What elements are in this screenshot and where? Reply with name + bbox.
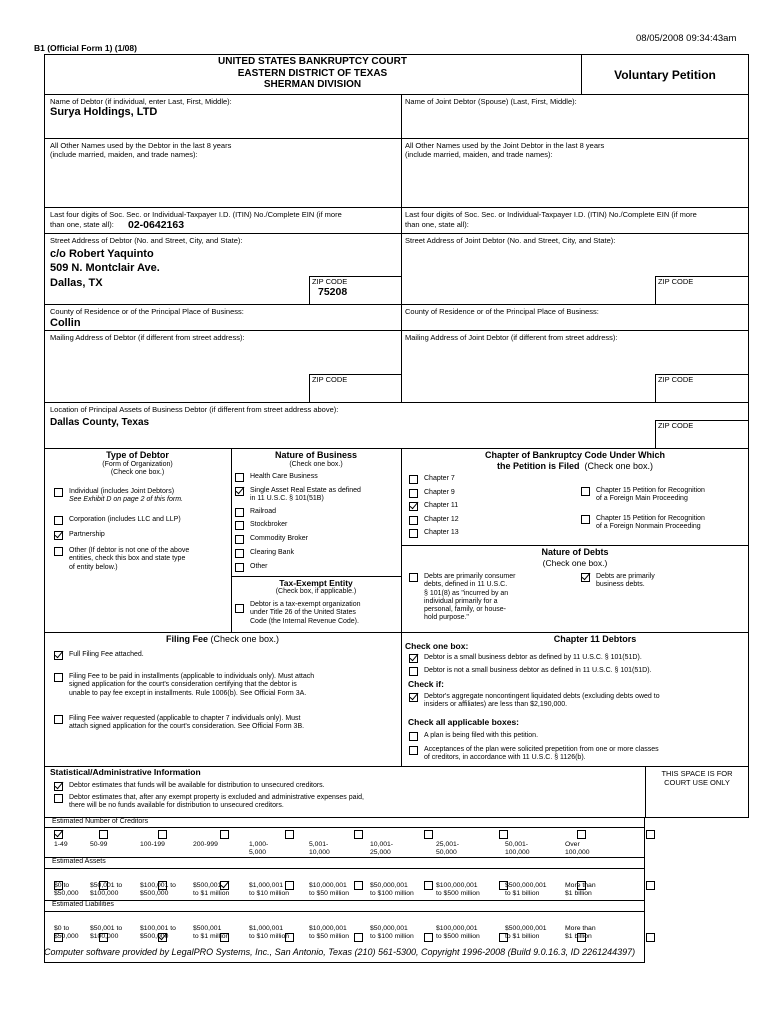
assets-option-label-3 bbox=[193, 882, 229, 898]
ch11-title: Chapter 11 Debtors bbox=[553, 634, 637, 644]
assets-option-line2-8: to $1 billion bbox=[505, 889, 540, 897]
liabilities-option-line1-1: $50,001 to bbox=[90, 925, 123, 932]
chapter-15-nonmain bbox=[581, 515, 705, 532]
stats-funds-available bbox=[54, 782, 325, 791]
joint-mailing-label: Mailing Address of Joint Debtor (if different from street address): bbox=[405, 333, 618, 342]
type-other-checkbox[interactable] bbox=[54, 547, 63, 556]
type-individual-checkbox[interactable] bbox=[54, 488, 63, 497]
ch11-acceptances-1: Acceptances of the plan were solicited prepetition from one or more classes bbox=[424, 746, 659, 753]
debtor-name: Surya Holdings, LTD bbox=[50, 106, 158, 118]
nature-of-business-title: Nature of Business bbox=[274, 450, 358, 460]
mailing-zip-box bbox=[309, 374, 401, 402]
assets-option-line1-7: $100,000,001 bbox=[436, 882, 478, 889]
nob-stockbroker-checkbox[interactable] bbox=[235, 521, 244, 530]
creditors-checkbox-5[interactable] bbox=[354, 830, 363, 839]
chapter-15-nonmain-label-1: Chapter 15 Petition for Recognition bbox=[596, 515, 705, 522]
nob-single-asset-checkbox[interactable] bbox=[235, 487, 244, 496]
assets-option-line2-9: $1 billion bbox=[565, 889, 592, 897]
assets-option-label-9 bbox=[565, 882, 596, 898]
ch11-check-all: Check all applicable boxes: bbox=[408, 717, 520, 727]
assets-label: Estimated Assets bbox=[52, 858, 106, 865]
ssn-label-2: than one, state all): bbox=[50, 220, 114, 229]
joint-street-label: Street Address of Joint Debtor (No. and Street, City, and State): bbox=[405, 236, 616, 245]
nob-clearing-bank-label: Clearing Bank bbox=[250, 549, 294, 556]
assets-option-line1-2: $100,001 to bbox=[140, 882, 176, 889]
county: Collin bbox=[50, 317, 81, 329]
assets-option-line1-8: $500,000,001 bbox=[505, 882, 547, 889]
other-names-label bbox=[50, 141, 231, 159]
liabilities-option-line2-1: $100,000 bbox=[90, 932, 119, 940]
street-label: Street Address of Debtor (No. and Street, City, and State): bbox=[50, 236, 243, 245]
joint-zip-box bbox=[655, 276, 749, 304]
chapter-title-2: the Petition is Filed bbox=[496, 460, 580, 471]
chapter-15-main-label-1: Chapter 15 Petition for Recognition bbox=[596, 487, 705, 494]
creditors-option-label-9 bbox=[565, 841, 590, 857]
tax-exempt-line-2: under Title 26 of the United States bbox=[250, 609, 356, 617]
ch11-small-checkbox[interactable] bbox=[409, 654, 418, 663]
form-id: B1 (Official Form 1) (1/08) bbox=[34, 43, 137, 53]
fee-installments-2: signed application for the court's consideration certifying that the debtor is bbox=[69, 681, 297, 689]
creditors-checkbox-4[interactable] bbox=[285, 830, 294, 839]
liabilities-option-line2-8: to $1 billion bbox=[505, 932, 540, 940]
assets-option-line2-3: to $1 million bbox=[193, 889, 230, 897]
assets-option-line2-7: to $500 million bbox=[436, 889, 480, 897]
liabilities-option-label-3 bbox=[193, 925, 229, 941]
liabilities-option-line1-5: $10,000,001 bbox=[309, 925, 347, 932]
creditors-checkbox-1[interactable] bbox=[99, 830, 108, 839]
ch11-aggregate-1: Debtor's aggregate noncontingent liquidated debts (excluding debts owed to bbox=[424, 693, 660, 700]
liabilities-option-label-5 bbox=[309, 925, 349, 941]
liabilities-option-label-1 bbox=[90, 925, 122, 941]
chapter-7-label: Chapter 7 bbox=[424, 475, 455, 482]
assets-option-line1-3: $500,001 bbox=[193, 882, 222, 889]
type-individual bbox=[54, 488, 183, 505]
type-corporation-checkbox[interactable] bbox=[54, 516, 63, 525]
street-line-1: c/o Robert Yaquinto bbox=[50, 248, 154, 260]
fee-waiver-checkbox[interactable] bbox=[54, 715, 63, 724]
creditors-option-line1-5: 5,001- bbox=[309, 841, 329, 848]
type-corporation bbox=[54, 516, 181, 525]
liabilities-option-label-6 bbox=[370, 925, 414, 941]
street-line-2: 509 N. Montclair Ave. bbox=[50, 262, 160, 275]
filing-fee-header bbox=[44, 634, 401, 645]
assets-option-label-1 bbox=[90, 882, 122, 898]
liabilities-option-label-4 bbox=[249, 925, 289, 941]
liabilities-option-line1-8: $500,000,001 bbox=[505, 925, 547, 932]
chapter-13 bbox=[409, 529, 459, 538]
creditors-option-label-1 bbox=[90, 841, 107, 849]
nob-clearing-bank bbox=[235, 549, 294, 558]
mailing-label: Mailing Address of Debtor (if different from street address): bbox=[50, 333, 245, 342]
joint-name-label: Name of Joint Debtor (Spouse) (Last, First, Middle): bbox=[405, 97, 577, 106]
liabilities-checkbox-6[interactable] bbox=[424, 933, 433, 942]
liabilities-option-line1-3: $500,001 bbox=[193, 925, 222, 932]
creditors-option-label-2 bbox=[140, 841, 165, 849]
tax-exempt-title: Tax-Exempt Entity bbox=[279, 578, 353, 588]
chapter-15-nonmain-label-2: of a Foreign Nonmain Proceeding bbox=[596, 523, 701, 531]
type-individual-label: Individual (includes Joint Debtors) bbox=[69, 488, 175, 495]
nob-health-care-checkbox[interactable] bbox=[235, 473, 244, 482]
liabilities-option-line2-4: to $10 million bbox=[249, 932, 290, 940]
creditors-option-line1-3: 200-999 bbox=[193, 841, 218, 848]
tax-exempt-line-3: Code (the Internal Revenue Code). bbox=[250, 617, 359, 625]
ch11-plan-label: A plan is being filed with this petition. bbox=[424, 732, 539, 739]
assets-option-label-2 bbox=[140, 882, 176, 898]
debts-business-checkbox[interactable] bbox=[581, 573, 590, 582]
liabilities-label: Estimated Liabilities bbox=[52, 901, 114, 908]
stats-no-funds-checkbox[interactable] bbox=[54, 794, 63, 803]
street-address bbox=[50, 247, 160, 290]
court-header bbox=[44, 56, 581, 91]
assets-option-line2-4: to $10 million bbox=[249, 889, 290, 897]
type-corporation-label: Corporation (includes LLC and LLP) bbox=[69, 516, 181, 523]
type-other-line-2: entities, check this box and state type bbox=[69, 555, 186, 563]
chapter-9 bbox=[409, 489, 455, 498]
assets-option-line1-4: $1,000,001 bbox=[249, 882, 284, 889]
street-line-3: Dallas, TX bbox=[50, 276, 103, 289]
timestamp: 08/05/2008 09:34:43am bbox=[636, 33, 737, 44]
liabilities-checkbox-5[interactable] bbox=[354, 933, 363, 942]
location-zip-label: ZIP CODE bbox=[658, 421, 694, 430]
chapter-7 bbox=[409, 475, 455, 484]
assets-option-label-0 bbox=[54, 882, 79, 898]
chapter-13-checkbox[interactable] bbox=[409, 529, 418, 538]
ssn-label-1: Last four digits of Soc. Sec. or Individual-Taxpayer I.D. (ITIN) No./Complete EIN (if more bbox=[50, 210, 342, 219]
assets-option-line2-0: $50,000 bbox=[54, 889, 79, 897]
fee-installments-3: unable to pay fee except in installments. Rule 1006(b). See Official Form 3A. bbox=[69, 689, 307, 697]
liabilities-option-line2-6: to $100 million bbox=[370, 932, 414, 940]
nob-single-asset-label-1: Single Asset Real Estate as defined bbox=[250, 487, 361, 494]
debts-business-2: business debts. bbox=[596, 581, 645, 589]
joint-zip-label: ZIP CODE bbox=[658, 277, 694, 286]
ch11-not-small-label: Debtor is not a small business debtor as defined in 11 U.S.C. § 101(51D). bbox=[424, 667, 652, 674]
ch11-small-label: Debtor is a small business debtor as defined by 11 U.S.C. § 101(51D). bbox=[424, 654, 642, 661]
nature-of-debts-sub: (Check one box.) bbox=[542, 557, 608, 568]
ch11-not-small-checkbox[interactable] bbox=[409, 667, 418, 676]
software-footer: Computer software provided by LegalPRO Systems, Inc., San Antonio, Texas (210) 561-5300, Copyright 1996-2008 (Build 9.0.16.3, ID 2261244397) bbox=[44, 947, 636, 957]
assets-option-line1-5: $10,000,001 bbox=[309, 882, 347, 889]
type-of-debtor-sub1: (Form of Organization) bbox=[102, 460, 173, 468]
stats-no-funds-1: Debtor estimates that, after any exempt property is excluded and administrative expenses paid, bbox=[69, 794, 364, 801]
chapter-7-checkbox[interactable] bbox=[409, 475, 418, 484]
type-other-line-3: of entity below.) bbox=[69, 563, 118, 571]
joint-other-names-label bbox=[405, 141, 604, 159]
assets-option-label-5 bbox=[309, 882, 349, 898]
type-of-debtor-sub2: (Check one box.) bbox=[110, 468, 165, 476]
chapter-title-2b: (Check one box.) bbox=[584, 460, 654, 471]
chapter-9-label: Chapter 9 bbox=[424, 489, 455, 496]
creditors-checkbox-8[interactable] bbox=[577, 830, 586, 839]
court-line-3: SHERMAN DIVISION bbox=[263, 79, 362, 90]
chapter-15-main-label-2: of a Foreign Main Proceeding bbox=[596, 495, 688, 503]
nob-single-asset-label-2: in 11 U.S.C. § 101(51B) bbox=[250, 495, 324, 503]
stats-no-funds-2: there will be no funds available for distribution to unsecured creditors. bbox=[69, 802, 284, 810]
nob-single-asset bbox=[235, 487, 361, 504]
ch11-check-one: Check one box: bbox=[405, 641, 469, 651]
assets-option-line1-1: $50,001 to bbox=[90, 882, 123, 889]
creditors-checkbox-2[interactable] bbox=[158, 830, 167, 839]
chapter-11-checkbox[interactable] bbox=[409, 502, 418, 511]
liabilities-option-label-0 bbox=[54, 925, 79, 941]
creditors-checkbox-9[interactable] bbox=[646, 830, 655, 839]
ch11-plan bbox=[409, 732, 538, 741]
fee-installments bbox=[54, 673, 314, 698]
liabilities-option-line2-3: to $1 million bbox=[193, 932, 230, 940]
fee-waiver bbox=[54, 715, 304, 732]
creditors-option-line2-5: 10,000 bbox=[309, 848, 330, 856]
nob-other-checkbox[interactable] bbox=[235, 563, 244, 572]
liabilities-option-label-7 bbox=[436, 925, 480, 941]
liabilities-option-line2-2: $500,000 bbox=[140, 932, 169, 940]
assets-option-line2-6: to $100 million bbox=[370, 889, 414, 897]
ch11-check-if: Check if: bbox=[408, 679, 444, 689]
chapter-15-nonmain-checkbox[interactable] bbox=[581, 515, 590, 524]
fee-full bbox=[54, 651, 144, 660]
joint-ssn-label-2: than one, state all): bbox=[405, 220, 469, 229]
nob-railroad-checkbox[interactable] bbox=[235, 508, 244, 517]
chapter-header bbox=[401, 450, 749, 472]
creditors-option-label-5 bbox=[309, 841, 330, 857]
assets-option-line2-1: $100,000 bbox=[90, 889, 119, 897]
nob-railroad bbox=[235, 508, 276, 517]
court-line-2: EASTERN DISTRICT OF TEXAS bbox=[237, 67, 388, 79]
creditors-option-line2-4: 5,000 bbox=[249, 848, 267, 856]
assets-option-line2-5: to $50 million bbox=[309, 889, 350, 897]
location-label: Location of Principal Assets of Business Debtor (if different from street address above): bbox=[50, 405, 339, 414]
ch11-aggregate bbox=[409, 693, 660, 710]
nature-of-business-header bbox=[231, 450, 401, 469]
zip-label: ZIP CODE bbox=[312, 277, 348, 286]
liabilities-option-label-9 bbox=[565, 925, 596, 941]
assets-option-line2-2: $500,000 bbox=[140, 889, 169, 897]
location: Dallas County, Texas bbox=[50, 417, 150, 428]
nob-commodity-checkbox[interactable] bbox=[235, 535, 244, 544]
tax-exempt-header bbox=[231, 578, 401, 596]
ch11-plan-checkbox[interactable] bbox=[409, 732, 418, 741]
type-partnership-label: Partnership bbox=[69, 531, 105, 538]
chapter-12-checkbox[interactable] bbox=[409, 516, 418, 525]
liabilities-checkbox-9[interactable] bbox=[646, 933, 655, 942]
fee-full-label: Full Filing Fee attached. bbox=[69, 651, 144, 658]
ch11-aggregate-2: insiders or affiliates) are less than $2,190,000. bbox=[424, 701, 568, 709]
joint-mailing-zip-label: ZIP CODE bbox=[658, 375, 694, 384]
creditors-option-line2-8: 100,000 bbox=[505, 848, 530, 856]
debts-consumer-3: § 101(8) as "incurred by an bbox=[424, 589, 509, 597]
stats-funds-available-checkbox[interactable] bbox=[54, 782, 63, 791]
liabilities-option-label-2 bbox=[140, 925, 176, 941]
debts-consumer-2: debts, defined in 11 U.S.C. bbox=[424, 581, 508, 589]
creditors-option-line1-1: 50-99 bbox=[90, 841, 108, 848]
court-line-1: UNITED STATES BANKRUPTCY COURT bbox=[218, 56, 407, 67]
liabilities-option-line1-7: $100,000,001 bbox=[436, 925, 478, 932]
joint-other-names-label-2: (include married, maiden, and trade names): bbox=[405, 150, 553, 159]
debts-consumer-checkbox[interactable] bbox=[409, 573, 418, 582]
creditors-checkbox-3[interactable] bbox=[220, 830, 229, 839]
nob-other bbox=[235, 563, 268, 572]
other-names-label-2: (include married, maiden, and trade names): bbox=[50, 150, 198, 159]
ch11-acceptances-checkbox[interactable] bbox=[409, 746, 418, 755]
nob-commodity bbox=[235, 535, 308, 544]
assets-checkbox-6[interactable] bbox=[424, 881, 433, 890]
tax-exempt-sub: (Check box, if applicable.) bbox=[275, 588, 357, 596]
type-partnership bbox=[54, 531, 105, 540]
joint-ssn-label-1: Last four digits of Soc. Sec. or Individual-Taxpayer I.D. (ITIN) No./Complete EIN (if more bbox=[405, 210, 697, 219]
fee-installments-checkbox[interactable] bbox=[54, 673, 63, 682]
filing-fee-title: Filing Fee bbox=[165, 634, 208, 644]
fee-waiver-2: attach signed application for the court's consideration. See Official Form 3B. bbox=[69, 723, 305, 731]
creditors-option-label-8 bbox=[505, 841, 530, 857]
nature-of-debts-header bbox=[401, 547, 749, 568]
liabilities-option-line1-0: $0 to bbox=[54, 925, 70, 932]
assets-option-label-4 bbox=[249, 882, 289, 898]
creditors-option-label-7 bbox=[436, 841, 459, 857]
creditors-option-line1-2: 100-199 bbox=[140, 841, 165, 848]
court-use-box bbox=[645, 769, 749, 787]
stats-title: Statistical/Administrative Information bbox=[50, 767, 201, 777]
assets-checkbox-5[interactable] bbox=[354, 881, 363, 890]
fee-waiver-1: Filing Fee waiver requested (applicable to chapter 7 individuals only). Must bbox=[69, 715, 301, 722]
liabilities-option-line2-9: $1 billion bbox=[565, 932, 592, 940]
creditors-option-line2-7: 50,000 bbox=[436, 848, 457, 856]
filing-fee-sub: (Check one box.) bbox=[210, 634, 280, 644]
creditors-option-line1-0: 1-49 bbox=[54, 841, 68, 848]
assets-option-label-8 bbox=[505, 882, 547, 898]
chapter-13-label: Chapter 13 bbox=[424, 529, 459, 536]
location-zip-box bbox=[655, 420, 749, 448]
nob-clearing-bank-checkbox[interactable] bbox=[235, 549, 244, 558]
debts-consumer bbox=[409, 573, 515, 623]
chapter-9-checkbox[interactable] bbox=[409, 489, 418, 498]
joint-county-label: County of Residence or of the Principal Place of Business: bbox=[405, 307, 599, 316]
chapter-15-main bbox=[581, 487, 705, 504]
liabilities-option-line1-4: $1,000,001 bbox=[249, 925, 284, 932]
nob-stockbroker-label: Stockbroker bbox=[250, 521, 288, 528]
creditors-checkbox-7[interactable] bbox=[499, 830, 508, 839]
debts-business bbox=[581, 573, 655, 590]
creditors-label: Estimated Number of Creditors bbox=[52, 818, 149, 825]
liabilities-option-line1-6: $50,000,001 bbox=[370, 925, 408, 932]
fee-installments-1: Filing Fee to be paid in installments (applicable to individuals only). Must attach bbox=[69, 673, 315, 680]
chapter-12 bbox=[409, 516, 459, 525]
ch11-not-small bbox=[409, 667, 652, 676]
court-use-1: THIS SPACE IS FOR bbox=[661, 769, 733, 778]
joint-other-names-label-1: All Other Names used by the Joint Debtor in the last 8 years bbox=[405, 141, 605, 150]
creditors-option-line2-9: 100,000 bbox=[565, 848, 590, 856]
type-other bbox=[54, 547, 189, 572]
liabilities-option-line1-9: More than bbox=[565, 925, 596, 932]
debtor-zip: 75208 bbox=[318, 286, 348, 298]
nature-of-debts-title: Nature of Debts bbox=[541, 547, 609, 557]
type-of-debtor-title: Type of Debtor bbox=[106, 450, 169, 460]
creditors-option-line1-9: Over bbox=[565, 841, 580, 848]
type-of-debtor-header bbox=[44, 450, 231, 477]
chapter-15-main-checkbox[interactable] bbox=[581, 487, 590, 496]
debts-consumer-4: individual primarily for a bbox=[424, 597, 498, 605]
chapter-11 bbox=[409, 502, 458, 511]
type-other-line-1: Other (If debtor is not one of the above bbox=[69, 547, 190, 554]
creditors-option-label-6 bbox=[370, 841, 393, 857]
debts-business-1: Debts are primarily bbox=[596, 573, 655, 580]
liabilities-option-line2-5: to $50 million bbox=[309, 932, 350, 940]
creditors-option-line1-4: 1,000- bbox=[249, 841, 269, 848]
nob-commodity-label: Commodity Broker bbox=[250, 535, 308, 542]
chapter-11-label: Chapter 11 bbox=[424, 502, 459, 509]
creditors-option-label-3 bbox=[193, 841, 218, 849]
liabilities-option-line2-7: to $500 million bbox=[436, 932, 480, 940]
petition-title: Voluntary Petition bbox=[614, 68, 716, 82]
other-names-label-1: All Other Names used by the Debtor in the last 8 years bbox=[50, 141, 232, 150]
tax-exempt-checkbox[interactable] bbox=[235, 604, 244, 613]
creditors-option-label-4 bbox=[249, 841, 268, 857]
ch11-acceptances bbox=[409, 746, 659, 763]
assets-option-line1-9: More than bbox=[565, 882, 596, 889]
ch11-aggregate-checkbox[interactable] bbox=[409, 693, 418, 702]
mailing-zip-label: ZIP CODE bbox=[312, 375, 348, 384]
creditors-option-line1-8: 50,001- bbox=[505, 841, 529, 848]
ch11-small bbox=[409, 654, 642, 663]
assets-checkbox-9[interactable] bbox=[646, 881, 655, 890]
nob-railroad-label: Railroad bbox=[250, 508, 277, 515]
liabilities-option-line2-0: $50,000 bbox=[54, 932, 79, 940]
debts-consumer-1: Debts are primarily consumer bbox=[424, 573, 516, 580]
stats-no-funds bbox=[54, 794, 364, 811]
ch11-acceptances-2: of creditors, in accordance with 11 U.S.C. § 1126(b). bbox=[424, 754, 586, 762]
chapter-title-1: Chapter of Bankruptcy Code Under Which bbox=[484, 450, 665, 460]
debts-consumer-5: personal, family, or house- bbox=[424, 606, 506, 613]
stats-funds-available-label: Debtor estimates that funds will be available for distribution to unsecured creditors. bbox=[69, 782, 325, 789]
joint-mailing-zip-box bbox=[655, 374, 749, 402]
liabilities-option-line1-2: $100,001 to bbox=[140, 925, 176, 932]
liabilities-option-label-8 bbox=[505, 925, 547, 941]
debts-consumer-6: hold purpose." bbox=[424, 614, 469, 622]
assets-option-line1-6: $50,000,001 bbox=[370, 882, 408, 889]
chapter-12-label: Chapter 12 bbox=[424, 516, 459, 523]
assets-option-label-6 bbox=[370, 882, 414, 898]
tax-exempt-line-1: Debtor is a tax-exempt organization bbox=[250, 601, 361, 608]
type-individual-note: See Exhibit D on page 2 of this form. bbox=[69, 496, 184, 504]
court-use-2: COURT USE ONLY bbox=[664, 778, 730, 787]
creditors-option-label-0 bbox=[54, 841, 68, 849]
nature-of-business-sub: (Check one box.) bbox=[289, 460, 343, 468]
type-partnership-checkbox[interactable] bbox=[54, 531, 63, 540]
assets-option-label-7 bbox=[436, 882, 480, 898]
creditors-checkbox-6[interactable] bbox=[424, 830, 433, 839]
creditors-checkbox-0[interactable] bbox=[54, 830, 63, 839]
nob-health-care bbox=[235, 473, 318, 482]
nob-stockbroker bbox=[235, 521, 287, 530]
tax-exempt-option bbox=[235, 601, 361, 626]
debtor-ein: 02-0642163 bbox=[128, 219, 185, 231]
nob-health-care-label: Health Care Business bbox=[250, 473, 318, 480]
creditors-option-line1-7: 25,001- bbox=[436, 841, 460, 848]
nob-other-label: Other bbox=[250, 563, 268, 570]
creditors-option-line1-6: 10,001- bbox=[370, 841, 394, 848]
debtor-name-label: Name of Debtor (if individual, enter Last, First, Middle): bbox=[50, 97, 232, 106]
fee-full-checkbox[interactable] bbox=[54, 651, 63, 660]
debtor-zip-box bbox=[309, 276, 401, 304]
assets-option-line1-0: $0 to bbox=[54, 882, 70, 889]
creditors-option-line2-6: 25,000 bbox=[370, 848, 391, 856]
county-label: County of Residence or of the Principal Place of Business: bbox=[50, 307, 244, 316]
